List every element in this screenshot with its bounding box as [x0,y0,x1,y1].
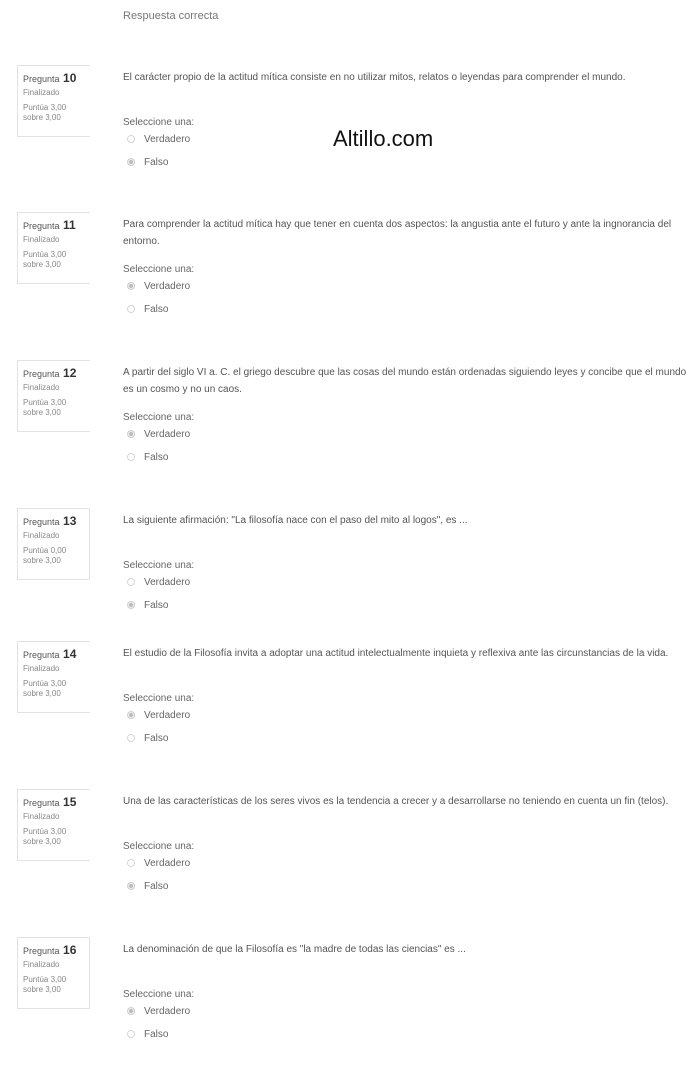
question-block [0,508,700,638]
question-info [17,360,90,432]
answer-option[interactable] [127,1005,190,1019]
question-number-value: 11 [63,218,76,232]
question-number [23,647,90,661]
question-block [0,360,700,490]
question-number-value: 14 [63,647,77,661]
radio-checked-icon[interactable] [127,601,135,609]
radio-unchecked-icon[interactable] [127,305,135,313]
question-block [0,937,700,1067]
radio-checked-icon[interactable] [127,430,135,438]
question-block [0,641,700,771]
question-state: Finalizado [23,531,60,540]
question-number-value: 10 [63,71,77,85]
answer-option[interactable] [127,1028,168,1042]
question-info [17,212,90,284]
answer-option-label: Verdadero [144,134,191,145]
question-grade: Puntúa 3,00 sobre 3,00 [23,103,67,122]
answer-option-label: Falso [144,1029,169,1040]
answer-option-label: Verdadero [144,710,191,721]
question-info [17,789,90,861]
answer-option-label: Falso [144,600,169,611]
answer-option[interactable] [127,133,190,147]
answer-prompt: Seleccione una: [123,264,195,275]
question-text: La denominación de que la Filosofía es "la madre de todas las ciencias" es ... [123,944,466,955]
question-text: El carácter propio de la actitud mítica consiste en no utilizar mitos, relatos o leyendas para comprender el mundo. [123,72,626,83]
question-state: Finalizado [23,960,60,969]
answer-option[interactable] [127,599,168,613]
question-number [23,218,90,232]
answer-option[interactable] [127,732,168,746]
question-state: Finalizado [23,235,60,244]
radio-unchecked-icon[interactable] [127,135,135,143]
answer-option[interactable] [127,451,168,465]
radio-unchecked-icon[interactable] [127,453,135,461]
radio-unchecked-icon[interactable] [127,578,135,586]
question-state: Finalizado [23,88,60,97]
answer-option-label: Verdadero [144,858,191,869]
question-word: Pregunta [23,517,60,527]
answer-option-label: Verdadero [144,577,191,588]
question-text: Una de las características de los seres vivos es la tendencia a crecer y a desarrollarse no teniendo en cuenta un fin (telos). [123,796,669,807]
answer-option-label: Falso [144,452,169,463]
answer-prompt: Seleccione una: [123,989,195,1000]
radio-checked-icon[interactable] [127,882,135,890]
question-word: Pregunta [23,946,60,956]
question-word: Pregunta [23,74,60,84]
question-info [17,508,90,580]
question-grade: Puntúa 3,00 sobre 3,00 [23,975,67,994]
question-number [23,795,90,809]
answer-option-label: Verdadero [144,429,191,440]
answer-prompt: Seleccione una: [123,560,195,571]
question-state: Finalizado [23,812,60,821]
question-word: Pregunta [23,221,60,231]
question-block [0,212,700,342]
question-number-value: 16 [63,943,77,957]
answer-option[interactable] [127,880,168,894]
question-word: Pregunta [23,798,60,808]
question-number [23,514,89,528]
previous-question-feedback: Respuesta correcta [123,10,219,22]
question-info [17,937,90,1009]
radio-unchecked-icon[interactable] [127,1030,135,1038]
radio-unchecked-icon[interactable] [127,859,135,867]
radio-checked-icon[interactable] [127,1007,135,1015]
watermark: Altillo.com [333,126,434,151]
question-grade: Puntúa 3,00 sobre 3,00 [23,827,67,846]
answer-option[interactable] [127,428,190,442]
question-grade: Puntúa 3,00 sobre 3,00 [23,679,67,698]
question-block [0,65,700,195]
radio-checked-icon[interactable] [127,711,135,719]
radio-unchecked-icon[interactable] [127,734,135,742]
question-block [0,789,700,919]
question-state: Finalizado [23,383,60,392]
question-text: Para comprender la actitud mítica hay que tener en cuenta dos aspectos: la angustia ante el futuro y ante la ingnorancia del entorno. [123,219,672,247]
answer-option[interactable] [127,280,190,294]
answer-option[interactable] [127,576,190,590]
question-number [23,71,90,85]
answer-prompt: Seleccione una: [123,412,195,423]
answer-option-label: Verdadero [144,281,191,292]
question-info [17,65,90,137]
answer-option-label: Verdadero [144,1006,191,1017]
question-word: Pregunta [23,650,60,660]
answer-prompt: Seleccione una: [123,841,195,852]
question-number [23,366,90,380]
answer-option[interactable] [127,709,190,723]
answer-option[interactable] [127,857,190,871]
question-text: La siguiente afirmación: "La filosofía nace con el paso del mito al logos", es ... [123,515,468,526]
question-number-value: 13 [63,514,77,528]
question-number [23,943,89,957]
answer-prompt: Seleccione una: [123,693,195,704]
answer-option[interactable] [127,303,168,317]
answer-option-label: Falso [144,881,169,892]
radio-checked-icon[interactable] [127,158,135,166]
question-grade: Puntúa 3,00 sobre 3,00 [23,250,67,269]
answer-option[interactable] [127,156,168,170]
answer-option-label: Falso [144,733,169,744]
question-text: El estudio de la Filosofía invita a adoptar una actitud intelectualmente inquieta y reflexiva ante las circunstancias de la vida. [123,648,669,659]
question-number-value: 15 [63,795,77,809]
answer-option-label: Falso [144,157,169,168]
question-word: Pregunta [23,369,60,379]
question-grade: Puntúa 3,00 sobre 3,00 [23,398,67,417]
answer-prompt: Seleccione una: [123,117,195,128]
question-text: A partir del siglo VI a. C. el griego descubre que las cosas del mundo están ordenadas siguiendo leyes y concibe que el mundo es un cosmo y no un caos. [123,367,687,395]
answer-option-label: Falso [144,304,169,315]
question-state: Finalizado [23,664,60,673]
radio-checked-icon[interactable] [127,282,135,290]
question-info [17,641,90,713]
question-number-value: 12 [63,366,77,380]
question-grade: Puntúa 0,00 sobre 3,00 [23,546,67,565]
